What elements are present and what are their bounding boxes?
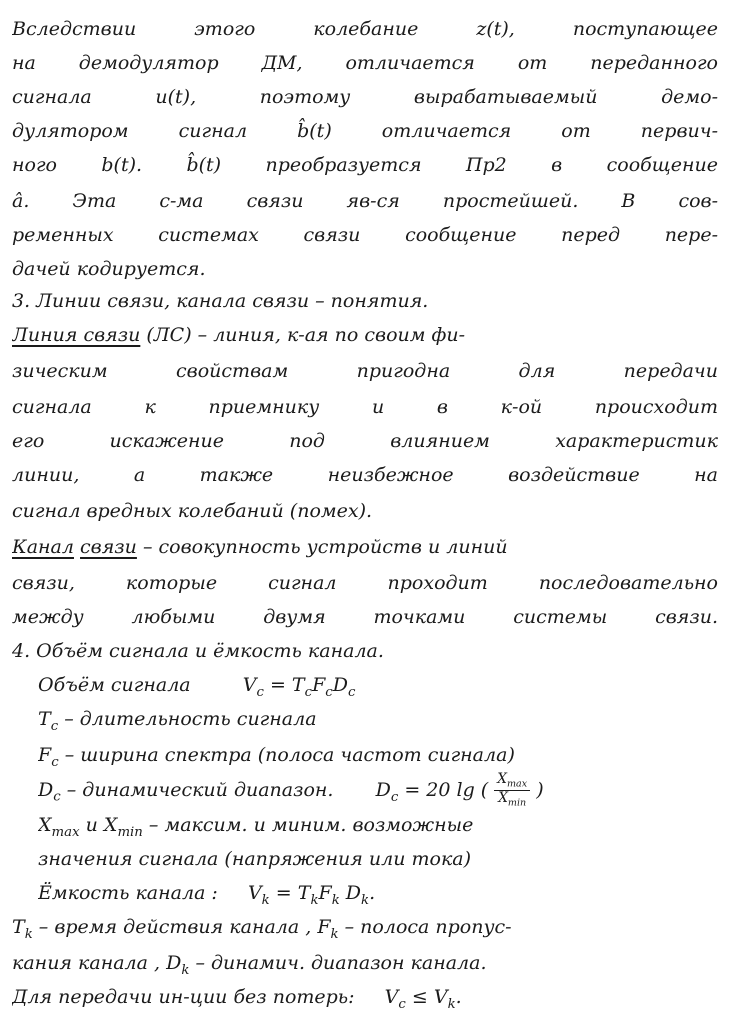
text-line: между любыми двумя точками системы связи. [12, 606, 718, 628]
def-Dk: кания канала , $D_k$ – динамич. диапазон канала. [12, 952, 487, 978]
formula-expr: $V_c = T_cF_cD_c$ [242, 674, 356, 700]
text-line: линии, а также неизбежное воздействие на [12, 464, 718, 486]
formula-volume [38, 668, 730, 702]
text-line: зическим свойствам пригодна для передачи [12, 360, 718, 382]
condition-line: Для передачи ин-ции без потерь: $V_c \le V_k$. [12, 986, 462, 1012]
def-Tk-Fk: $T_k$ – время действия канала , $F_k$ – полоса пропус- [12, 916, 512, 942]
def-X: $X_{max}$ и $X_{min}$ – максим. и миним. возможные [38, 814, 474, 840]
text-line: Вследствии этого колебание z(t), поступающее [12, 18, 718, 40]
text-line: сигнала u(t), поэтому вырабатываемый демо- [12, 86, 718, 108]
text-line: сигнала к приемнику и в к-ой происходит [12, 396, 718, 418]
def-Tc: $T_c$ – длительность сигнала [38, 708, 317, 734]
def-Dc: $D_c$ – динамический диапазон. $D_c = 20$ lg ( $\frac{X_{max}}{X_{min}}$ ) [38, 772, 544, 809]
formula-label: Объём сигнала [38, 674, 191, 696]
fraction: $\frac{X_{max}}{X_{min}}$ [494, 772, 530, 810]
term-channel: Канал [12, 536, 74, 558]
def-Fc: $F_c$ – ширина спектра (полоса частот сигнала) [38, 744, 515, 770]
definition-text: – линия, к-ая по своим фи- [197, 324, 466, 346]
text-line: дачей кодируется. [12, 258, 206, 280]
term-abbr: (ЛС) [146, 324, 192, 346]
text-line: значения сигнала (напряжения или тока) [38, 848, 472, 870]
text-line: на демодулятор ДМ, отличается от переданного [12, 52, 718, 74]
text-line: сигнал вредных колебаний (помех). [12, 500, 373, 522]
term-line-of-communication: Линия связи [12, 324, 141, 346]
text-line: ременных системах связи сообщение перед пере- [12, 224, 718, 246]
formula-capacity: Ёмкость канала : $V_k = T_kF_k$ $D_k$. [38, 882, 376, 908]
formula-dc: $D_c = 20$ lg ( $\frac{X_{max}}{X_{min}}$ ) [375, 772, 544, 809]
text-line: связи, которые сигнал проходит последовательно [12, 572, 718, 594]
text-line: ного b(t). b̂(t) преобразуется Пр2 в сообщение [12, 154, 718, 176]
section-heading-3: 3. Линии связи, канала связи – понятия. [12, 290, 429, 312]
term-of-communication: связи [80, 536, 137, 558]
definition-line-ls [12, 318, 718, 352]
text-line: его искажение под влиянием характеристик [12, 430, 718, 452]
definition-line-channel [12, 530, 718, 564]
text-line: дулятором сигнал b̂(t) отличается от первич- [12, 120, 718, 142]
definition-text: – совокупность устройств и линий [142, 536, 508, 558]
section-heading-4: 4. Объём сигнала и ёмкость канала. [12, 640, 384, 662]
text-line: â. Эта с-ма связи яв-ся простейшей. В сов- [12, 190, 718, 212]
